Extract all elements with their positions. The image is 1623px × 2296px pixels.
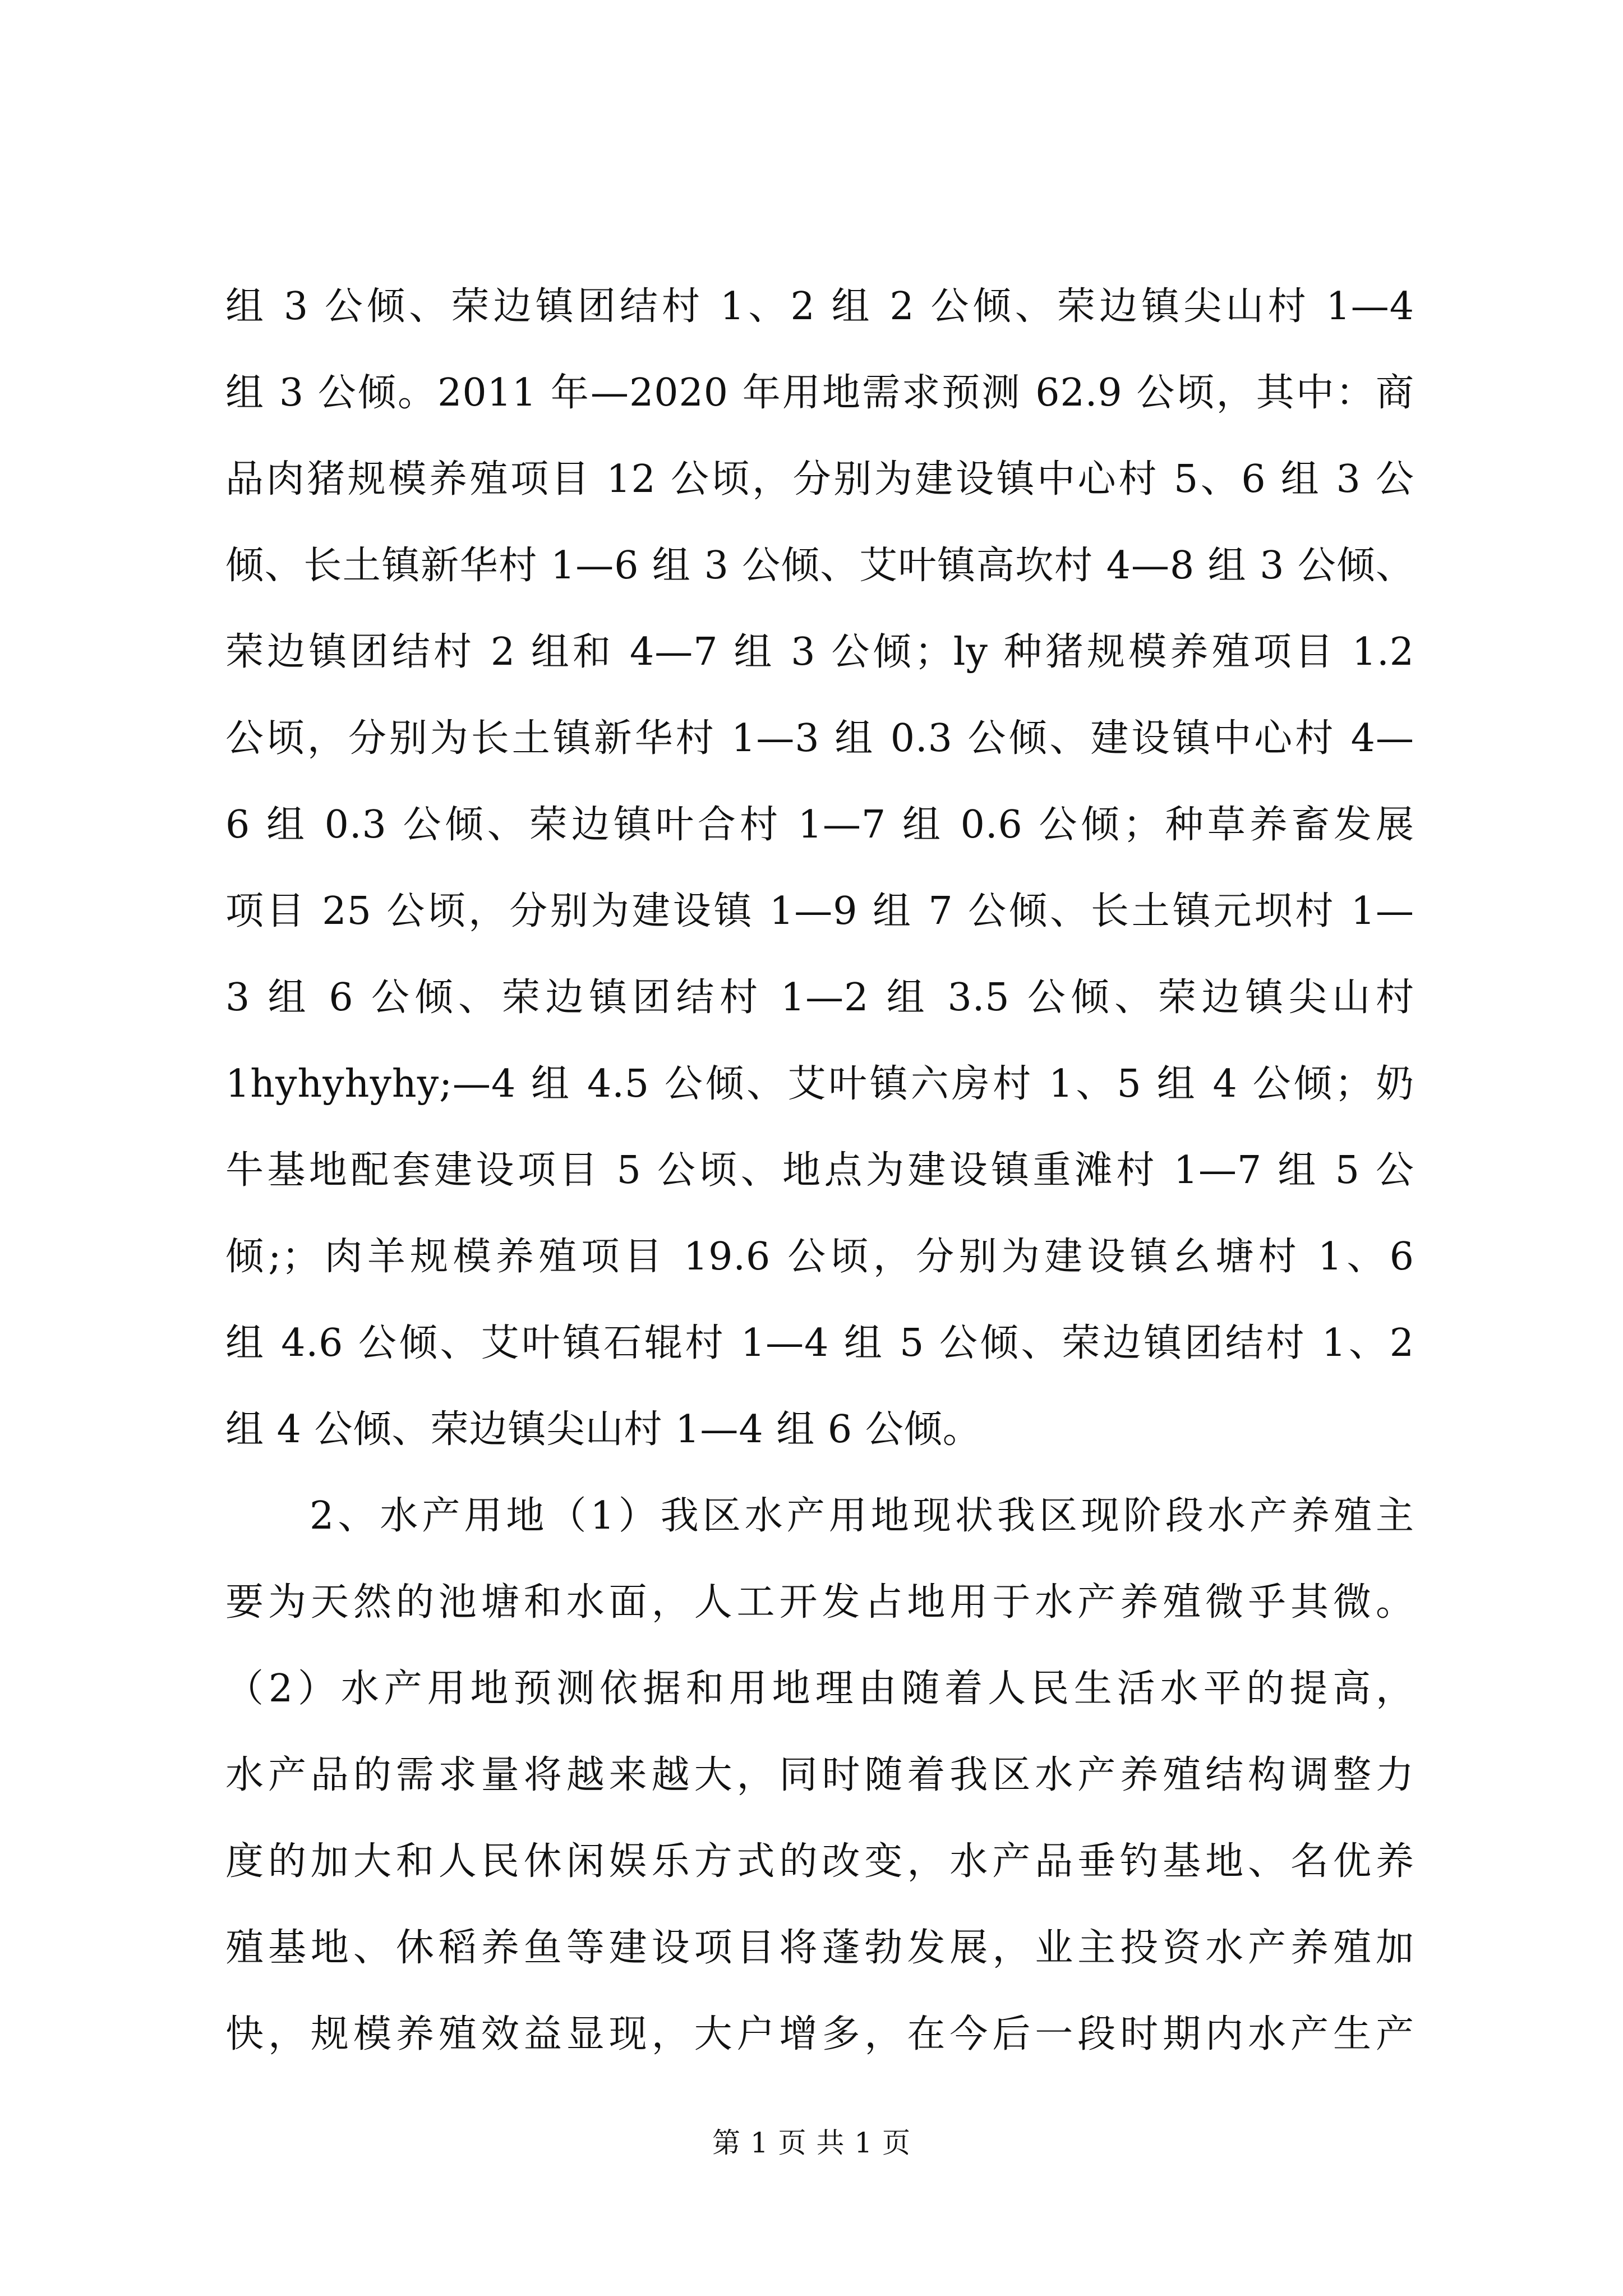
text-line: （2）水产用地预测依据和用地理由随着人民生活水平的提高， [225, 1667, 1414, 1711]
text-line: 殖基地、休稻养鱼等建设项目将蓬勃发展，业主投资水产养殖加 [225, 1926, 1414, 1970]
text-line: 组 3 公倾、荣边镇团结村 1、2 组 2 公倾、荣边镇尖山村 1—4 [225, 284, 1414, 329]
document-body [225, 264, 1414, 2078]
text-line: 项目 25 公顷，分别为建设镇 1—9 组 7 公倾、长土镇元坝村 1— [225, 889, 1414, 933]
text-line: 组 3 公倾。2011 年—2020 年用地需求预测 62.9 公顷，其中：商 [225, 371, 1414, 415]
text-line: 品肉猪规模养殖项目 12 公顷，分别为建设镇中心村 5、6 组 3 公 [225, 457, 1414, 501]
text-line: 1hyhyhyhy;—4 组 4.5 公倾、艾叶镇六房村 1、5 组 4 公倾；奶 [225, 1062, 1414, 1106]
text-line: 组 4.6 公倾、艾叶镇石辊村 1—4 组 5 公倾、荣边镇团结村 1、2 [225, 1321, 1414, 1365]
text-line: 要为天然的池塘和水面，人工开发占地用于水产养殖微乎其微。 [225, 1580, 1414, 1625]
text-line: 荣边镇团结村 2 组和 4—7 组 3 公倾；ly 种猪规模养殖项目 1.2 [225, 630, 1414, 674]
text-line: 公顷，分别为长土镇新华村 1—3 组 0.3 公倾、建设镇中心村 4— [225, 716, 1414, 761]
text-line: 组 4 公倾、荣边镇尖山村 1—4 组 6 公倾。 [225, 1407, 981, 1452]
text-line: 度的加大和人民休闲娱乐方式的改变，水产品垂钓基地、名优养 [225, 1839, 1414, 1884]
text-line: 6 组 0.3 公倾、荣边镇叶合村 1—7 组 0.6 公倾；种草养畜发展 [225, 803, 1414, 847]
text-line: 倾;；肉羊规模养殖项目 19.6 公顷，分别为建设镇幺塘村 1、6 [225, 1235, 1414, 1279]
text-line: 3 组 6 公倾、荣边镇团结村 1—2 组 3.5 公倾、荣边镇尖山村 [225, 976, 1414, 1020]
page-footer: 第 1 页 共 1 页 [712, 2127, 911, 2159]
text-line: 水产品的需求量将越来越大，同时随着我区水产养殖结构调整力 [225, 1753, 1414, 1797]
text-line: 倾、长土镇新华村 1—6 组 3 公倾、艾叶镇高坎村 4—8 组 3 公倾、 [225, 544, 1414, 588]
text-line: 2、水产用地（1）我区水产用地现状我区现阶段水产养殖主 [225, 1494, 1414, 1538]
text-line: 牛基地配套建设项目 5 公顷、地点为建设镇重滩村 1—7 组 5 公 [225, 1148, 1414, 1193]
text-line: 快，规模养殖效益显现，大户增多，在今后一段时期内水产生产 [225, 2012, 1414, 2056]
